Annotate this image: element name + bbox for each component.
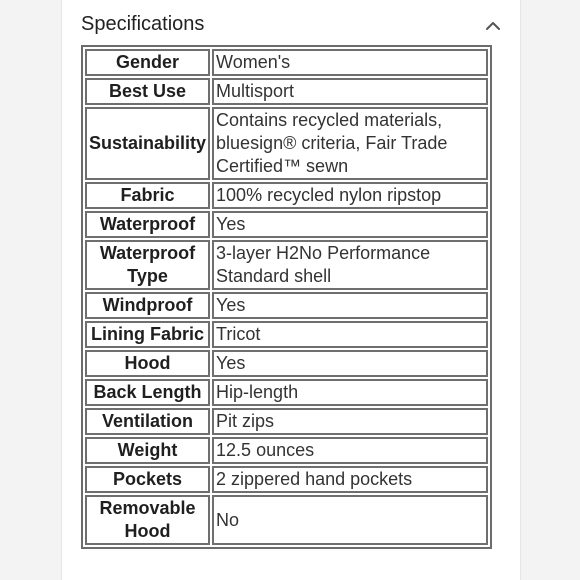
table-row: [85, 495, 488, 545]
spec-value: Tricot: [212, 321, 488, 348]
specifications-header[interactable]: [81, 10, 501, 42]
spec-label: Fabric: [85, 182, 210, 209]
specifications-table: [81, 45, 492, 549]
spec-label: Waterproof: [85, 211, 210, 238]
spec-value: Yes: [212, 292, 488, 319]
spec-label: Ventilation: [85, 408, 210, 435]
spec-label: Weight: [85, 437, 210, 464]
specifications-panel: [61, 0, 521, 580]
spec-value: 3-layer H2No Performance Standard shell: [212, 240, 488, 290]
spec-label: Removable Hood: [85, 495, 210, 545]
spec-value: Contains recycled materials, bluesign® criteria, Fair Trade Certified™ sewn: [212, 107, 488, 180]
section-title: Specifications: [81, 13, 205, 35]
spec-label: Sustainability: [85, 107, 210, 180]
spec-label: Hood: [85, 350, 210, 377]
spec-value: Multisport: [212, 78, 488, 105]
spec-value: Yes: [212, 211, 488, 238]
table-row: [85, 49, 488, 76]
spec-label: Pockets: [85, 466, 210, 493]
table-row: [85, 350, 488, 377]
spec-value: Pit zips: [212, 408, 488, 435]
table-row: [85, 292, 488, 319]
spec-value: No: [212, 495, 488, 545]
spec-value: 2 zippered hand pockets: [212, 466, 488, 493]
table-row: [85, 182, 488, 209]
spec-label: Windproof: [85, 292, 210, 319]
chevron-up-icon[interactable]: [485, 18, 501, 34]
spec-value: 12.5 ounces: [212, 437, 488, 464]
spec-value: Hip-length: [212, 379, 488, 406]
spec-label: Gender: [85, 49, 210, 76]
spec-label: Back Length: [85, 379, 210, 406]
spec-value: 100% recycled nylon ripstop: [212, 182, 488, 209]
spec-value: Women's: [212, 49, 488, 76]
table-row: [85, 379, 488, 406]
table-row: [85, 466, 488, 493]
table-row: [85, 107, 488, 180]
table-row: [85, 408, 488, 435]
spec-label: Best Use: [85, 78, 210, 105]
table-row: [85, 321, 488, 348]
table-row: [85, 211, 488, 238]
spec-label: Waterproof Type: [85, 240, 210, 290]
table-row: [85, 240, 488, 290]
spec-value: Yes: [212, 350, 488, 377]
spec-label: Lining Fabric: [85, 321, 210, 348]
table-row: [85, 437, 488, 464]
table-row: [85, 78, 488, 105]
